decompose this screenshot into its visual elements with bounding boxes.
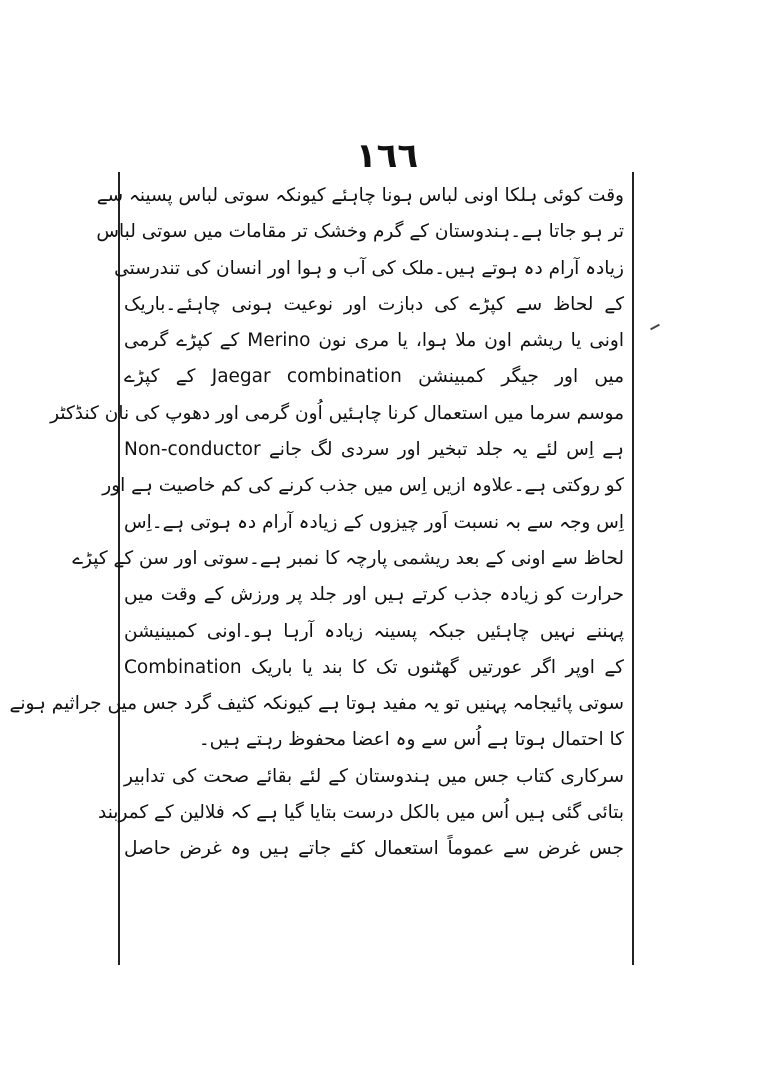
text-line: تر ہو جاتا ہے۔ہندوستان کے گرم وخشک تر مقامات میں سوتی لباس [96,221,624,243]
text-line: اونی یا ریشم اون ملا ہوا، یا مری نون Merino کے کپڑے گرمی [124,330,624,352]
text-line: بتائی گئی ہیں اُس میں بالکل درست بتایا گیا ہے کہ فلالین کے کمربند [98,802,624,824]
text-line: Combination کے اوپر اگر عورتیں گھٹنوں تک کا بند یا باریک [124,656,624,678]
text-line: میں اور جیگر کمبینشن Jaegar combination کے کپڑے [124,366,624,388]
text-line: جس غرض سے عموماً استعمال کئے جاتے ہیں وہ غرض حاصل [124,838,624,860]
text-line: Non-conductor ہے اِس لئے یہ جلد تبخیر اور سردی لگ جانے [124,439,624,461]
margin-mark [650,324,660,330]
body-text [9,178,624,868]
text-line: کا احتمال ہوتا ہے اُس سے وہ اعضا محفوظ رہتے ہیں۔ [198,729,624,751]
text-line: کے لحاظ سے کپڑے کی دبازت اور نوعیت ہونی چاہئے۔باریک [124,293,624,315]
page-number: ١٦٦ [355,136,419,176]
text-line: کو روکتی ہے۔علاوہ ازیں اِس میں جذب کرنے کی کم خاصیت ہے اور [102,475,624,497]
text-line: اِس وجہ سے بہ نسبت اَور چیزوں کے زیادہ آرام دہ ہوتی ہے۔اِس [124,511,624,533]
text-line: سرکاری کتاب جس میں ہندوستان کے لئے بقائے صحت کی تدابیر [124,765,624,787]
text-line: حرارت کو زیادہ جذب کرتے ہیں اور جلد پر ورزش کے وقت میں [124,584,624,606]
text-line: لحاظ سے اونی کے بعد ریشمی پارچہ کا نمبر ہے۔سوتی اور سن کے کپڑے [72,547,624,569]
text-line: پہننے نہیں چاہئیں جبکہ پسینہ زیادہ آرہا ہو۔اونی کمبینیشن [124,620,624,642]
text-line: سوتی پائیجامہ پہنیں تو یہ مفید ہوتا ہے کیونکہ کثیف گرد جس میں جراثیم ہونے [9,693,624,715]
text-line: وقت کوئی ہلکا اونی لباس ہونا چاہئے کیونکہ سوتی لباس پسینہ سے [96,185,624,206]
text-line: زیادہ آرام دہ ہوتے ہیں۔ملک کی آب و ہوا اور انسان کی تندرستی [114,257,624,279]
text-line: موسم سرما میں استعمال کرنا چاہئیں اُون گرمی اور دھوپ کی نان کنڈکٹر [50,402,624,424]
